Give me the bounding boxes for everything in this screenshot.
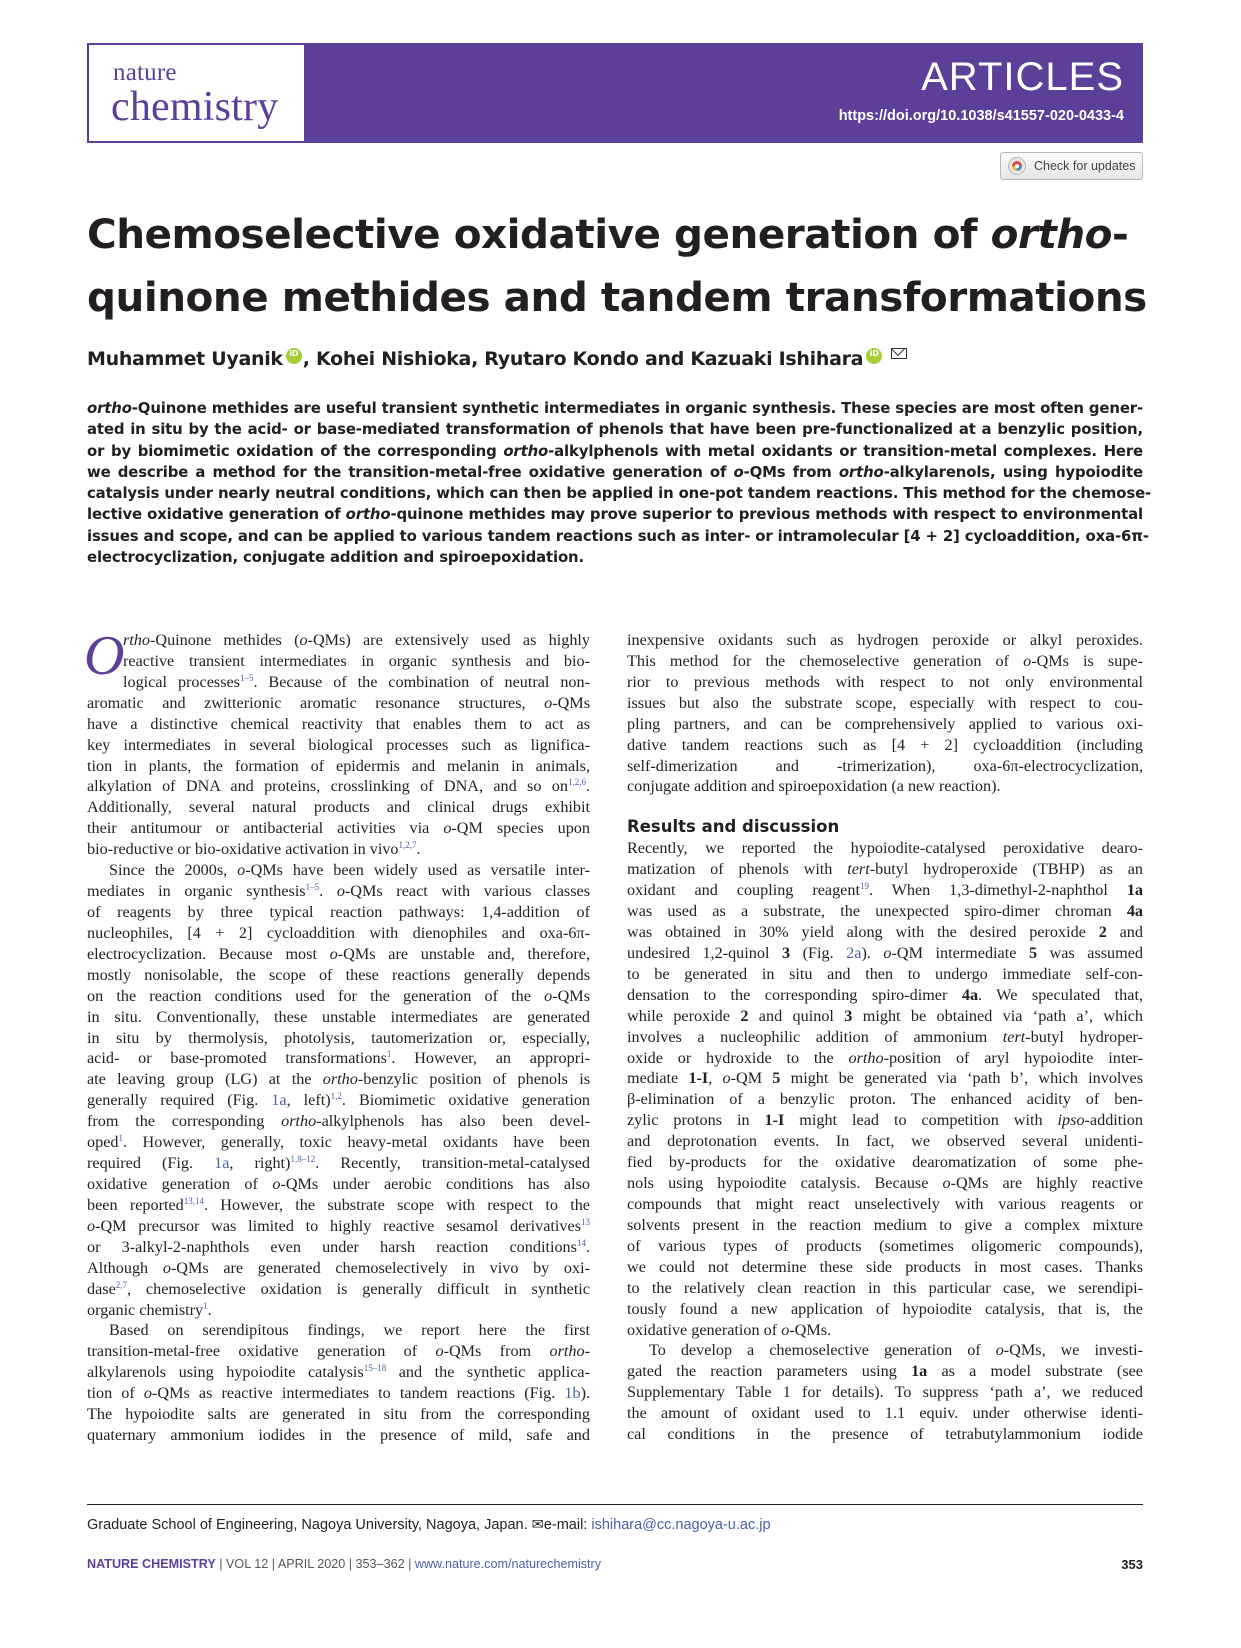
body-line: zylic protons in 1-I might lead to competition with ipso-addition [627, 1111, 1143, 1130]
envelope-icon: ✉ [531, 1517, 544, 1533]
body-line: while peroxide 2 and quinol 3 might be obtained via ‘path a’, which [627, 1006, 1143, 1025]
body-line: This method for the chemoselective generation of o-QMs is supe- [627, 651, 1143, 670]
body-column-left [87, 630, 590, 1446]
body-line: logical processes$^{1-5}$. Because of the combination of neutral non- [123, 672, 590, 691]
abstract-line: ated in situ by the acid- or base-mediated transformation of phenols that have been pre-functionalized at a benzylic position, [87, 420, 1143, 439]
body-line: mediate 1-I, o-QM 5 might be generated via ‘path b’, which involves [627, 1069, 1144, 1088]
check-for-updates-label: Check for updates [1034, 159, 1136, 173]
abstract [87, 398, 1152, 568]
body-line: was used as a substrate, the unexpected spiro-dimer chroman 4a [627, 902, 1143, 921]
body-line: their antitumour or antibacterial activities via o-QM species upon [87, 819, 590, 838]
body-line: or 3-alkyl-2-naphthols even under harsh reaction conditions$^{14}$. [87, 1237, 590, 1256]
body-line: ate leaving group (LG) at the ortho-benzylic position of phenols is [87, 1070, 590, 1089]
body-line: fied by-products for the oxidative dearomatization of some phe- [627, 1153, 1143, 1172]
author-names[interactable]: , Kohei Nishioka, Ryutaro Kondo and Kazuaki Ishihara [302, 348, 864, 370]
body-line: to the relatively clean reaction in this particular case, we serendipi- [627, 1278, 1143, 1297]
body-line: issues but also the substrate scope, especially with respect to cou- [627, 693, 1143, 712]
body-line: densation to the corresponding spiro-dimer 4a. We speculated that, [627, 985, 1143, 1004]
abstract-line: or by biomimetic oxidation of the corresponding ortho-alkylphenols with metal oxidants or transition-metal complexes. Here [87, 441, 1143, 460]
body-line: alkylation of DNA and proteins, crosslinking of DNA, and so on$^{1,2,6}$. [87, 777, 590, 796]
email-link[interactable]: ishihara@cc.nagoya-u.ac.jp [591, 1517, 771, 1533]
article-type-label: ARTICLES [921, 55, 1124, 99]
abstract-line: ortho-Quinone methides are useful transient synthetic intermediates in organic synthesis. These species are most often gener- [87, 399, 1143, 417]
body-line: Since the 2000s, o-QMs have been widely used as versatile inter- [109, 861, 590, 880]
body-line: was obtained in 30% yield along with the desired peroxide 2 and [627, 922, 1143, 941]
title-line-2: quinone methides and tandem transformations [87, 273, 1147, 321]
body-line: electrocyclization. Because most o-QMs are unstable and, therefore, [87, 944, 590, 963]
body-line: inexpensive oxidants such as hydrogen peroxide or alkyl peroxides. [627, 631, 1143, 649]
section-heading: Results and discussion [627, 817, 840, 837]
journal-url-link[interactable]: www.nature.com/naturechemistry [414, 1557, 602, 1571]
body-line: the amount of oxidant used to 1.1 equiv. under otherwise identi- [627, 1404, 1143, 1423]
body-line: oxide or hydroxide to the ortho-position of aryl hypoiodite inter- [627, 1048, 1144, 1067]
issue-info: | VOL 12 | APRIL 2020 | 353–362 | [215, 1557, 415, 1571]
body-line: have a distinctive chemical reactivity that enables them to act as [87, 714, 590, 733]
body-line: organic chemistry$^1$. [87, 1300, 212, 1319]
body-line: pling partners, and can be comprehensively applied to various oxi- [627, 714, 1143, 733]
body-line: nucleophiles, [4 + 2] cycloaddition with dienophiles and oxa-6π- [87, 923, 590, 942]
body-line: required (Fig. 1a, right)$^{1,8-12}$. Recently, transition-metal-catalysed [87, 1154, 591, 1173]
body-line: gated the reaction parameters using 1a as a model substrate (see [627, 1362, 1143, 1381]
abstract-line: electrocyclization, conjugate addition and spiroepoxidation. [87, 548, 584, 567]
body-line: involves a nucleophilic addition of ammonium tert-butyl hydroper- [627, 1027, 1144, 1046]
body-line: rtho-Quinone methides (o-QMs) are extensively used as highly [123, 631, 590, 649]
body-line: solvents present in the reaction medium to give a complex mixture [627, 1215, 1143, 1234]
body-line: o-QM precursor was limited to highly reactive sesamol derivatives$^{13}$ [87, 1216, 590, 1235]
author-name[interactable]: Muhammet Uyanik [87, 348, 283, 370]
journal-logo[interactable] [89, 45, 304, 141]
doi-link[interactable]: https://doi.org/10.1038/s41557-020-0433-4 [838, 108, 1124, 124]
body-line: generally required (Fig. 1a, left)$^{1,2}$. Biomimetic oxidative generation [87, 1091, 591, 1110]
journal-name: NATURE CHEMISTRY [87, 1557, 216, 1571]
abstract-line: catalysis under nearly neutral conditions, which can then be applied in one-pot tandem reactions. This method for the chemose- [87, 484, 1152, 503]
body-line: nols using hypoiodite catalysis. Because o-QMs are highly reactive [627, 1174, 1143, 1193]
body-line: tion in plants, the formation of epidermis and melanin in animals, [87, 756, 590, 775]
body-line: we could not determine these side products in most cases. Thanks [627, 1257, 1143, 1276]
logo-text-chemistry: chemistry [111, 84, 279, 130]
body-line: cal conditions in the presence of tetrabutylammonium iodide [627, 1425, 1143, 1444]
body-line: rior to previous methods with respect to not only environmental [627, 672, 1143, 691]
body-line: mostly nonisolable, the scope of these reactions generally depends [87, 965, 590, 984]
body-line: conjugate addition and spiroepoxidation (a new reaction). [627, 777, 1001, 796]
body-line: Based on serendipitous findings, we report here the first [109, 1321, 590, 1340]
body-line: compounds that might react unselectively with various reagents or [627, 1194, 1143, 1213]
check-for-updates-button[interactable] [1000, 152, 1143, 180]
affiliation-note: Graduate School of Engineering, Nagoya University, Nagoya, Japan. ✉e-mail: ishihara@cc.nagoya-u.ac.jp [87, 1517, 771, 1533]
logo-text-nature: nature [113, 59, 177, 86]
body-line: from the corresponding ortho-alkylphenols has also been devel- [87, 1112, 590, 1131]
body-line: β-elimination of a benzylic proton. The enhanced acidity of ben- [627, 1090, 1143, 1109]
body-line: in situ. Conventionally, these unstable intermediates are generated [87, 1007, 590, 1026]
author-list [87, 348, 907, 370]
body-line: aromatic and zwitterionic aromatic resonance structures, o-QMs [87, 693, 590, 712]
body-line: to be generated in situ and then to undergo immediate self-con- [627, 964, 1143, 983]
body-line: been reported$^{13,14}$. However, the substrate scope with respect to the [87, 1195, 590, 1214]
article-title [87, 203, 1147, 329]
title-part: - [1111, 210, 1129, 258]
page-number: 353 [1121, 1557, 1143, 1572]
title-part: Chemoselective oxidative generation of [87, 210, 991, 258]
body-line: undesired 1,2-quinol 3 (Fig. 2a). o-QM intermediate 5 was assumed [627, 943, 1144, 962]
body-line: oxidative generation of o-QMs. [627, 1320, 832, 1339]
body-line: The hypoiodite salts are generated in situ from the corresponding [87, 1405, 590, 1424]
body-line: alkylarenols using hypoiodite catalysis$^{15-18}$ and the synthetic applica- [87, 1363, 590, 1382]
body-line: in situ by thermolysis, photolysis, tautomerization or, especially, [87, 1028, 590, 1047]
abstract-line: issues and scope, and can be applied to various tandem reactions such as inter- or intramolecular [4 + 2] cycloaddition, oxa-6π- [87, 526, 1149, 545]
crossmark-icon [1008, 157, 1026, 175]
envelope-icon[interactable] [891, 348, 907, 359]
abstract-line: lective oxidative generation of ortho-quinone methides may prove superior to previous methods with respect to environmental [87, 505, 1143, 524]
body-line: oped$^1$. However, generally, toxic heavy-metal oxidants have been [87, 1133, 590, 1152]
body-line: tion of o-QMs as reactive intermediates to tandem reactions (Fig. 1b). [87, 1384, 590, 1403]
body-line: To develop a chemoselective generation of o-QMs, we investi- [649, 1341, 1143, 1360]
body-line: Supplementary Table 1 for details). To suppress ‘path a’, we reduced [627, 1383, 1143, 1402]
body-line: and deprotonation events. In fact, we observed several unidenti- [627, 1132, 1143, 1151]
body-line: of various types of products (sometimes oligomeric compounds), [627, 1236, 1143, 1255]
abstract-line: we describe a method for the transition-metal-free oxidative generation of o-QMs from ortho-alkylarenols, using hypoiodite [87, 462, 1143, 481]
body-line: transition-metal-free oxidative generation of o-QMs from ortho- [87, 1342, 590, 1361]
body-line: of reagents by three typical reaction pathways: 1,4-addition of [87, 902, 590, 921]
body-line: tously found a new application of hypoiodite catalysis, that is, the [627, 1299, 1143, 1318]
footer-divider [87, 1504, 1143, 1505]
body-line: mediates in organic synthesis$^{1-5}$. o-QMs react with various classes [87, 882, 591, 901]
body-line: acid- or base-promoted transformations$^1$. However, an appropri- [87, 1049, 590, 1068]
body-line: matization of phenols with tert-butyl hydroperoxide (TBHP) as an [627, 860, 1143, 879]
body-line: oxidative generation of o-QMs under aerobic conditions has also [87, 1174, 590, 1193]
body-line: on the reaction conditions used for the generation of the o-QMs [87, 986, 590, 1005]
body-line: dase$^{2,7}$, chemoselective oxidation is generally difficult in synthetic [87, 1279, 590, 1298]
body-line: bio-reductive or bio-oxidative activation in vivo$^{1,2,7}$. [87, 840, 421, 859]
body-line: quaternary ammonium iodides in the presence of mild, safe and [87, 1426, 590, 1445]
body-line: Additionally, several natural products and clinical drugs exhibit [87, 798, 590, 817]
body-line: Although o-QMs are generated chemoselectively in vivo by oxi- [87, 1258, 590, 1277]
body-line: key intermediates in several biological processes such as lignifica- [87, 735, 590, 754]
body-line: reactive transient intermediates in organic synthesis and bio- [123, 651, 590, 670]
body-line: oxidant and coupling reagent$^{19}$. When 1,3-dimethyl-2-naphthol 1a [627, 881, 1143, 900]
journal-header [87, 43, 1143, 143]
drop-cap: O [84, 625, 125, 687]
orcid-icon[interactable]: iD [866, 348, 882, 364]
orcid-icon[interactable]: iD [286, 348, 302, 364]
title-part-italic: ortho [990, 210, 1112, 258]
body-line: self-dimerization and -trimerization), oxa-6π-electrocyclization, [627, 756, 1143, 775]
journal-footer [87, 1557, 601, 1571]
body-column-right [627, 630, 1143, 1445]
body-line: Recently, we reported the hypoiodite-catalysed peroxidative dearo- [627, 839, 1143, 858]
body-line: dative tandem reactions such as [4 + 2] cycloaddition (including [627, 735, 1143, 754]
